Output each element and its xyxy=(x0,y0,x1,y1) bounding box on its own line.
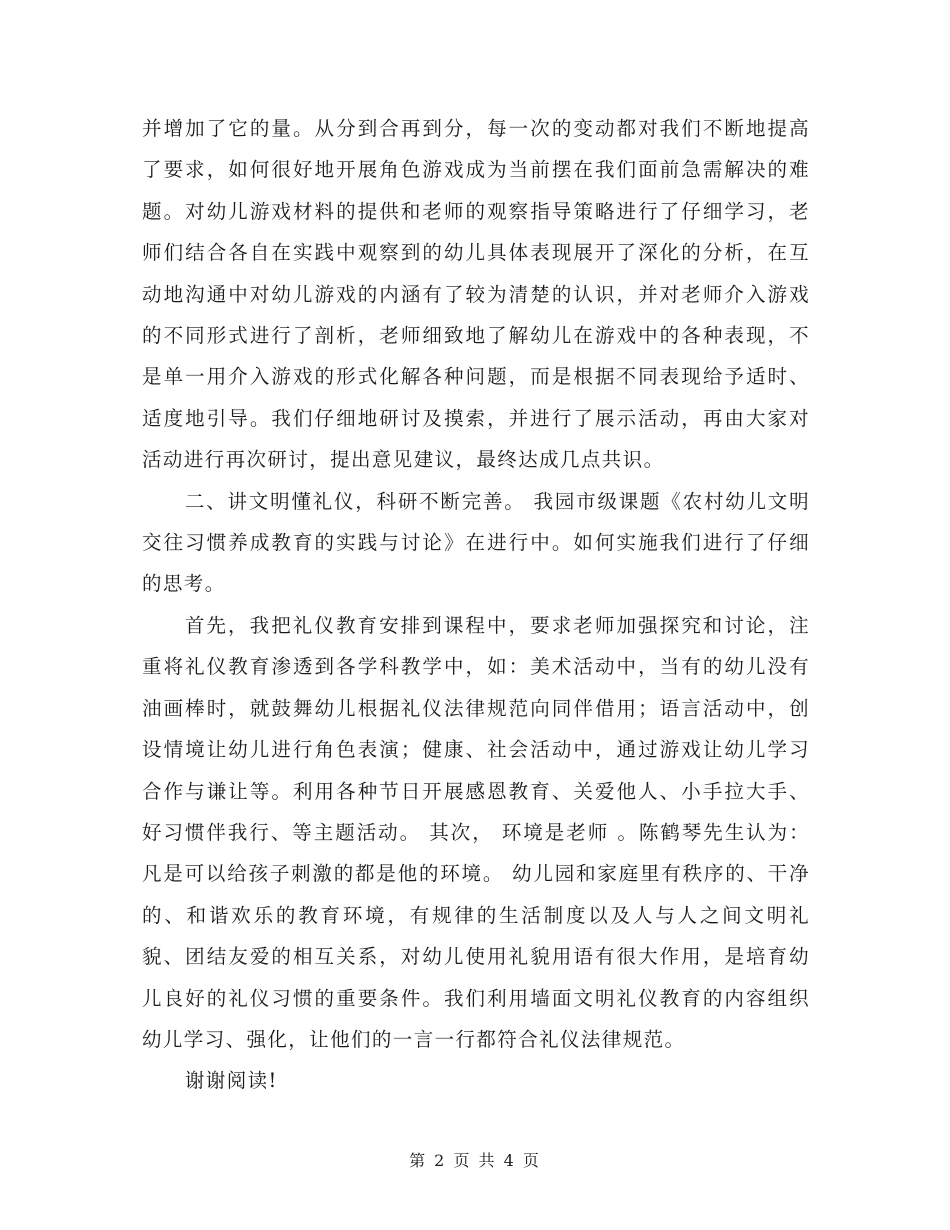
paragraph-section-two: 二、讲文明懂礼仪，科研不断完善。 我园市级课题《农村幼儿文明交往习惯养成教育的实践与讨论》在进行中。如何实施我们进行了仔细的思考。 xyxy=(142,489,810,596)
paragraph-continuation: 并增加了它的量。从分到合再到分，每一次的变动都对我们不断地提高了要求，如何很好地开展角色游戏成为当前摆在我们面前急需解决的难题。对幼儿游戏材料的提供和老师的观察指导策略进行了仔细学习，老师们结合各自在实践中观察到的幼儿具体表现展开了深化的分析，在互动地沟通中对幼儿游戏的内涵有了较为清楚的认识，并对老师介入游戏的不同形式进行了剖析，老师细致地了解幼儿在游戏中的各种表现，不是单一用介入游戏的形式化解各种问题，而是根据不同表现给予适时、适度地引导。我们仔细地研讨及摸索，并进行了展示活动，再由大家对活动进行再次研讨，提出意见建议，最终达成几点共识。 xyxy=(142,117,810,472)
closing-text: 谢谢阅读! xyxy=(184,1069,278,1093)
document-body xyxy=(142,108,810,1102)
page-number-footer: 第 2 页 共 4 页 xyxy=(409,1151,541,1170)
paragraph-first-measures: 首先，我把礼仪教育安排到课程中，要求老师加强探究和讨论，注重将礼仪教育渗透到各学科教学中，如：美术活动中，当有的幼儿没有油画棒时，就鼓舞幼儿根据礼仪法律规范向同伴借用；语言活动中，创设情境让幼儿进行角色表演；健康、社会活动中，通过游戏让幼儿学习合作与谦让等。利用各种节日开展感恩教育、关爱他人、小手拉大手、好习惯伴我行、等主题活动。 其次， 环境是老师 。陈鹤琴先生认为： 凡是可以给孩子刺激的都是他的环境。 幼儿园和家庭里有秩序的、干净的、和谐欢乐的教育环境，有规律的生活制度以及人与人之间文明礼貌、团结友爱的相互关系，对幼儿使用礼貌用语有很大作用，是培育幼儿良好的礼仪习惯的重要条件。我们利用墙面文明礼仪教育的内容组织幼儿学习、强化，让他们的一言一行都符合礼仪法律规范。 xyxy=(142,613,810,1051)
